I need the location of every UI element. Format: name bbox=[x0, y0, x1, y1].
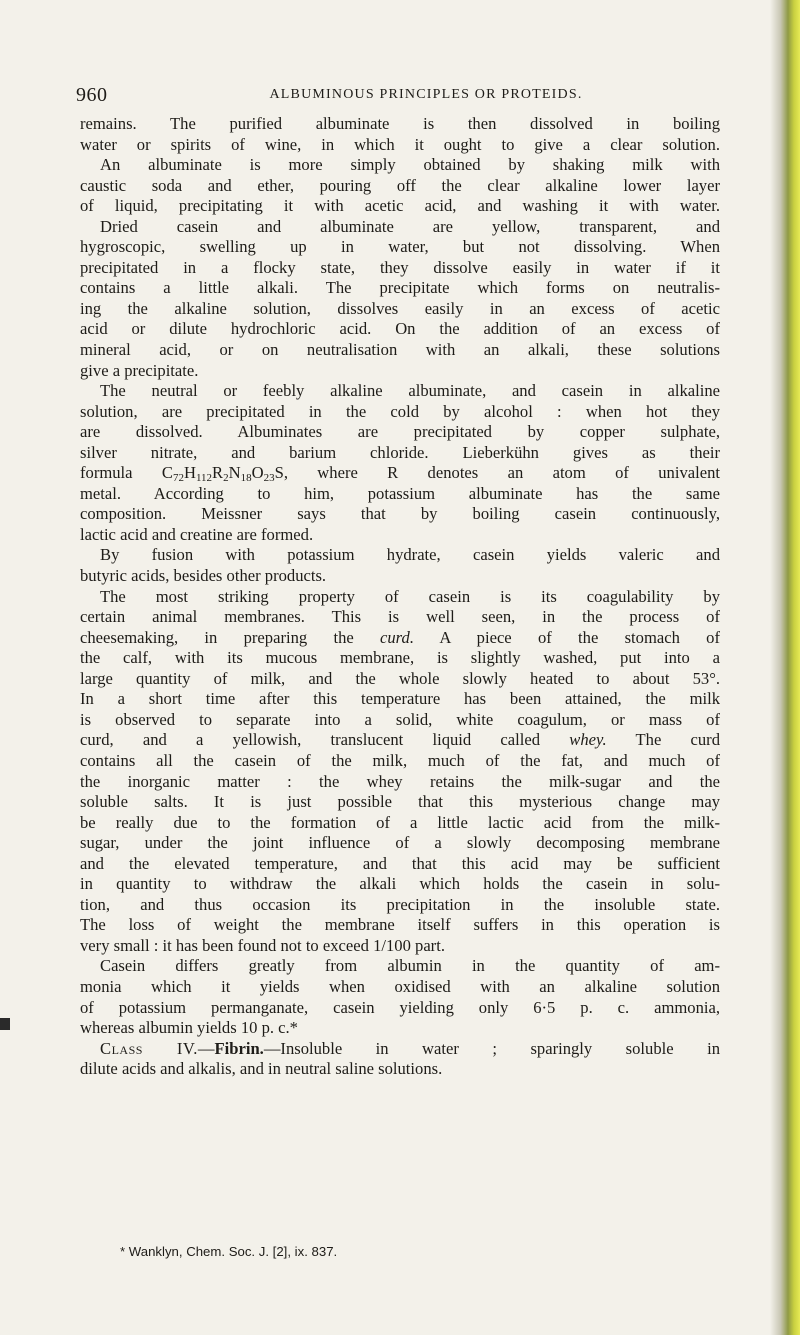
text-line: hygroscopic, swelling up in water, but not dissolving. When bbox=[80, 237, 720, 257]
text-line: contains a little alkali. The precipitate which forms on neutralis- bbox=[80, 278, 720, 298]
text-line: The neutral or feebly alkaline albuminate, and casein in alkaline bbox=[100, 381, 720, 401]
footnote: * Wanklyn, Chem. Soc. J. [2], ix. 837. bbox=[120, 1244, 338, 1259]
text-line: be really due to the formation of a little lactic acid from the milk- bbox=[80, 812, 720, 832]
page-header bbox=[76, 84, 716, 108]
class-iv-line: Class IV.—Fibrin.—Insoluble in water ; sparingly soluble in bbox=[100, 1038, 720, 1058]
curd-line: cheesemaking, in preparing the curd. A piece of the stomach of bbox=[80, 627, 720, 647]
page-number: 960 bbox=[76, 84, 108, 106]
binding-mark bbox=[0, 1018, 10, 1030]
text-line: give a precipitate. bbox=[80, 360, 199, 380]
formula-line bbox=[80, 463, 720, 484]
text-line: The most striking property of casein is its coagulability by bbox=[100, 586, 720, 606]
text-line: whereas albumin yields 10 p. c.* bbox=[80, 1018, 298, 1038]
text-line: The loss of weight the membrane itself suffers in this operation is bbox=[80, 915, 720, 935]
text-line: acid or dilute hydrochloric acid. On the addition of an excess of bbox=[80, 319, 720, 339]
italic-term-curd: curd. bbox=[380, 627, 414, 647]
text-line: By fusion with potassium hydrate, casein yields valeric and bbox=[100, 545, 720, 565]
body-text bbox=[80, 114, 720, 1080]
text-line: contains all the casein of the milk, much of the fat, and much of bbox=[80, 750, 720, 770]
text-line: solution, are precipitated in the cold by alcohol : when hot they bbox=[80, 401, 720, 421]
text-line: of potassium permanganate, casein yielding only 6·5 p. c. ammonia, bbox=[80, 997, 720, 1017]
formula-suffix: , where R denotes an atom of univalent bbox=[283, 463, 720, 483]
page-edge-shadow bbox=[770, 0, 800, 1335]
text-line: silver nitrate, and barium chloride. Lieberkühn gives as their bbox=[80, 442, 720, 462]
text-line: metal. According to him, potassium albuminate has the same bbox=[80, 483, 720, 503]
text-line: very small : it has been found not to exceed 1/100 part. bbox=[80, 935, 445, 955]
text-line: the inorganic matter : the whey retains the milk-sugar and the bbox=[80, 771, 720, 791]
text-line: are dissolved. Albuminates are precipitated by copper sulphate, bbox=[80, 422, 720, 442]
text-line: and the elevated temperature, and that this acid may be sufficient bbox=[80, 853, 720, 873]
text-line: monia which it yields when oxidised with an alkaline solution bbox=[80, 976, 720, 996]
text-line: lactic acid and creatine are formed. bbox=[80, 524, 314, 544]
text-line: of liquid, precipitating it with acetic acid, and washing it with water. bbox=[80, 196, 720, 216]
text-line: Casein differs greatly from albumin in the quantity of am- bbox=[100, 956, 720, 976]
text-line: composition. Meissner says that by boiling casein continuously, bbox=[80, 504, 720, 524]
class-label: Class IV. bbox=[100, 1038, 198, 1058]
text-line: precipitated in a flocky state, they dissolve easily in water if it bbox=[80, 257, 720, 277]
text-line: An albuminate is more simply obtained by shaking milk with bbox=[100, 155, 720, 175]
text-line: sugar, under the joint influence of a slowly decomposing membrane bbox=[80, 833, 720, 853]
fibrin-heading: Fibrin. bbox=[214, 1038, 264, 1058]
text-line: is observed to separate into a solid, white coagulum, or mass of bbox=[80, 709, 720, 729]
text-line: dilute acids and alkalis, and in neutral saline solutions. bbox=[80, 1059, 443, 1079]
text-line: Dried casein and albuminate are yellow, transparent, and bbox=[100, 216, 720, 236]
text-line: In a short time after this temperature has been attained, the milk bbox=[80, 689, 720, 709]
chemical-formula: $C_{72}H_{112}R_2N_{18}O_{23}S$ bbox=[161, 463, 284, 484]
text-line: in quantity to withdraw the alkali which holds the casein in solu- bbox=[80, 874, 720, 894]
italic-term-whey: whey. bbox=[569, 730, 607, 750]
text-line: remains. The purified albuminate is then dissolved in boiling bbox=[80, 114, 720, 133]
text-line: tion, and thus occasion its precipitation in the insoluble state. bbox=[80, 894, 720, 914]
whey-line: curd, and a yellowish, translucent liquid called whey. The curd bbox=[80, 730, 720, 750]
text-line: certain animal membranes. This is well seen, in the process of bbox=[80, 607, 720, 627]
text-line: butyric acids, besides other products. bbox=[80, 566, 327, 586]
formula-prefix: formula bbox=[80, 463, 162, 483]
text-line: water or spirits of wine, in which it ought to give a clear solution. bbox=[80, 134, 720, 154]
text-line: ing the alkaline solution, dissolves easily in an excess of acetic bbox=[80, 298, 720, 318]
running-head: ALBUMINOUS PRINCIPLES OR PROTEIDS. bbox=[269, 87, 583, 102]
text-line: the calf, with its mucous membrane, is slightly washed, put into a bbox=[80, 648, 720, 668]
text-line: caustic soda and ether, pouring off the clear alkaline lower layer bbox=[80, 175, 720, 195]
text-line: large quantity of milk, and the whole slowly heated to about 53°. bbox=[80, 668, 720, 688]
text-line: mineral acid, or on neutralisation with an alkali, these solutions bbox=[80, 340, 720, 360]
text-line: soluble salts. It is just possible that this mysterious change may bbox=[80, 792, 720, 812]
